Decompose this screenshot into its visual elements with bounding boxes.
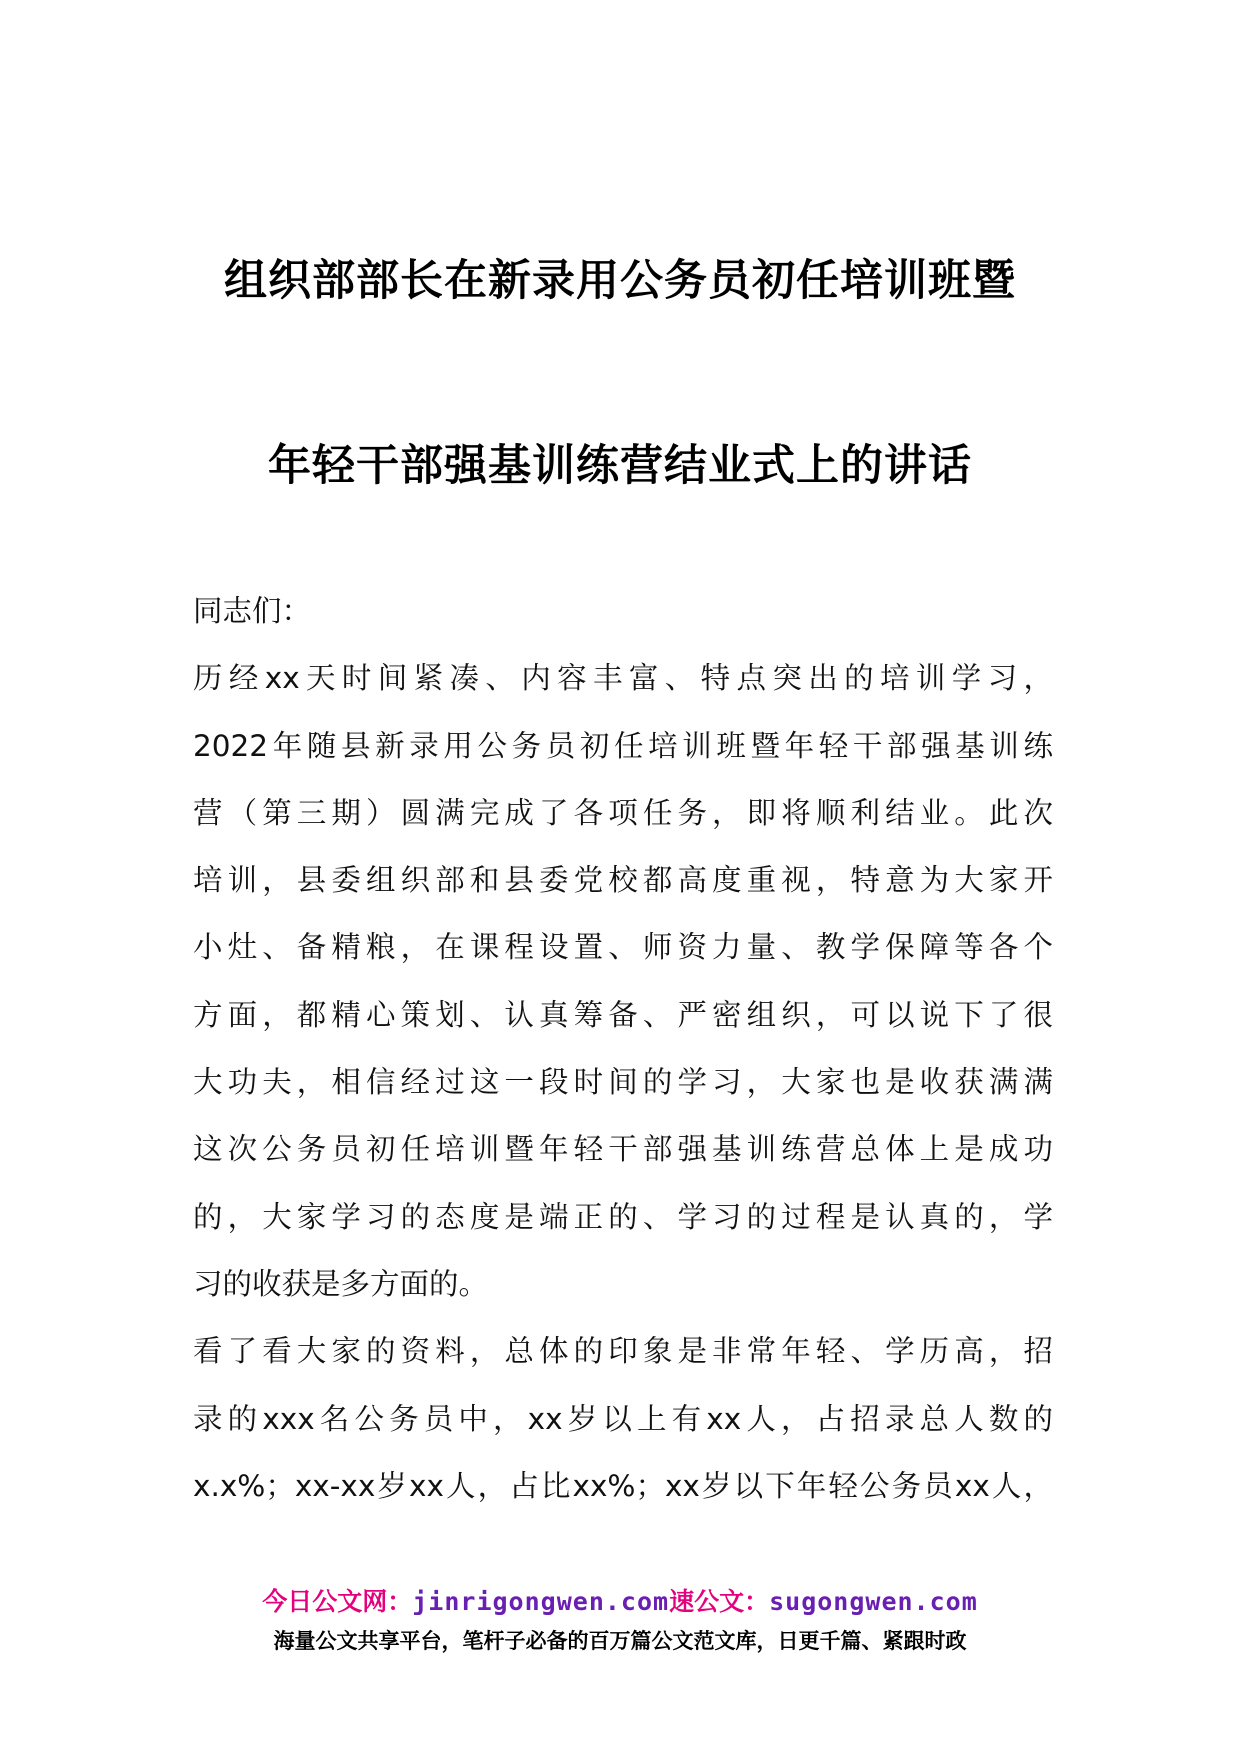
salutation: 同志们： xyxy=(193,594,312,628)
body-line: 方面，都精心策划、认真筹备、严密组织，可以说下了很 xyxy=(193,997,1053,1032)
body-line: 录的xxx名公务员中，xx岁以上有xx人，占招录总人数的 xyxy=(193,1401,1053,1436)
site1-link[interactable]: jinrigongwen.com xyxy=(412,1587,670,1616)
body-line: 大功夫，相信经过这一段时间的学习，大家也是收获满满 xyxy=(193,1065,1053,1100)
body-line: 2022年随县新录用公务员初任培训班暨年轻干部强基训练 xyxy=(193,728,1053,763)
body-line: 营（第三期）圆满完成了各项任务，即将顺利结业。此次 xyxy=(193,795,1053,830)
site2-label: 速公文： xyxy=(669,1587,770,1616)
body-line: x.x%；xx-xx岁xx人，占比xx%；xx岁以下年轻公务员xx人， xyxy=(193,1468,1053,1503)
document-title-line-1: 组织部部长在新录用公务员初任培训班暨 xyxy=(224,256,1016,306)
body-line: 习的收获是多方面的。 xyxy=(193,1266,489,1301)
site1-label: 今日公文网： xyxy=(262,1587,413,1616)
body-line: 看了看大家的资料，总体的印象是非常年轻、学历高，招 xyxy=(193,1334,1053,1369)
document-title-line-2: 年轻干部强基训练营结业式上的讲话 xyxy=(268,441,972,491)
footer-sites xyxy=(0,1582,1240,1618)
body-line: 历经xx天时间紧凑、内容丰富、特点突出的培训学习， xyxy=(193,661,1053,696)
site2-link[interactable]: sugongwen.com xyxy=(769,1587,978,1616)
body-line: 的，大家学习的态度是端正的、学习的过程是认真的，学 xyxy=(193,1199,1053,1234)
body-line: 培训，县委组织部和县委党校都高度重视，特意为大家开 xyxy=(193,863,1053,898)
body-line: 小灶、备精粮，在课程设置、师资力量、教学保障等各个 xyxy=(193,930,1053,965)
footer-tagline: 海量公文共享平台，笔杆子必备的百万篇公文范文库，日更千篇、紧跟时政 xyxy=(273,1629,967,1653)
body-line: 这次公务员初任培训暨年轻干部强基训练营总体上是成功 xyxy=(193,1132,1053,1167)
document-body xyxy=(193,578,1053,1520)
